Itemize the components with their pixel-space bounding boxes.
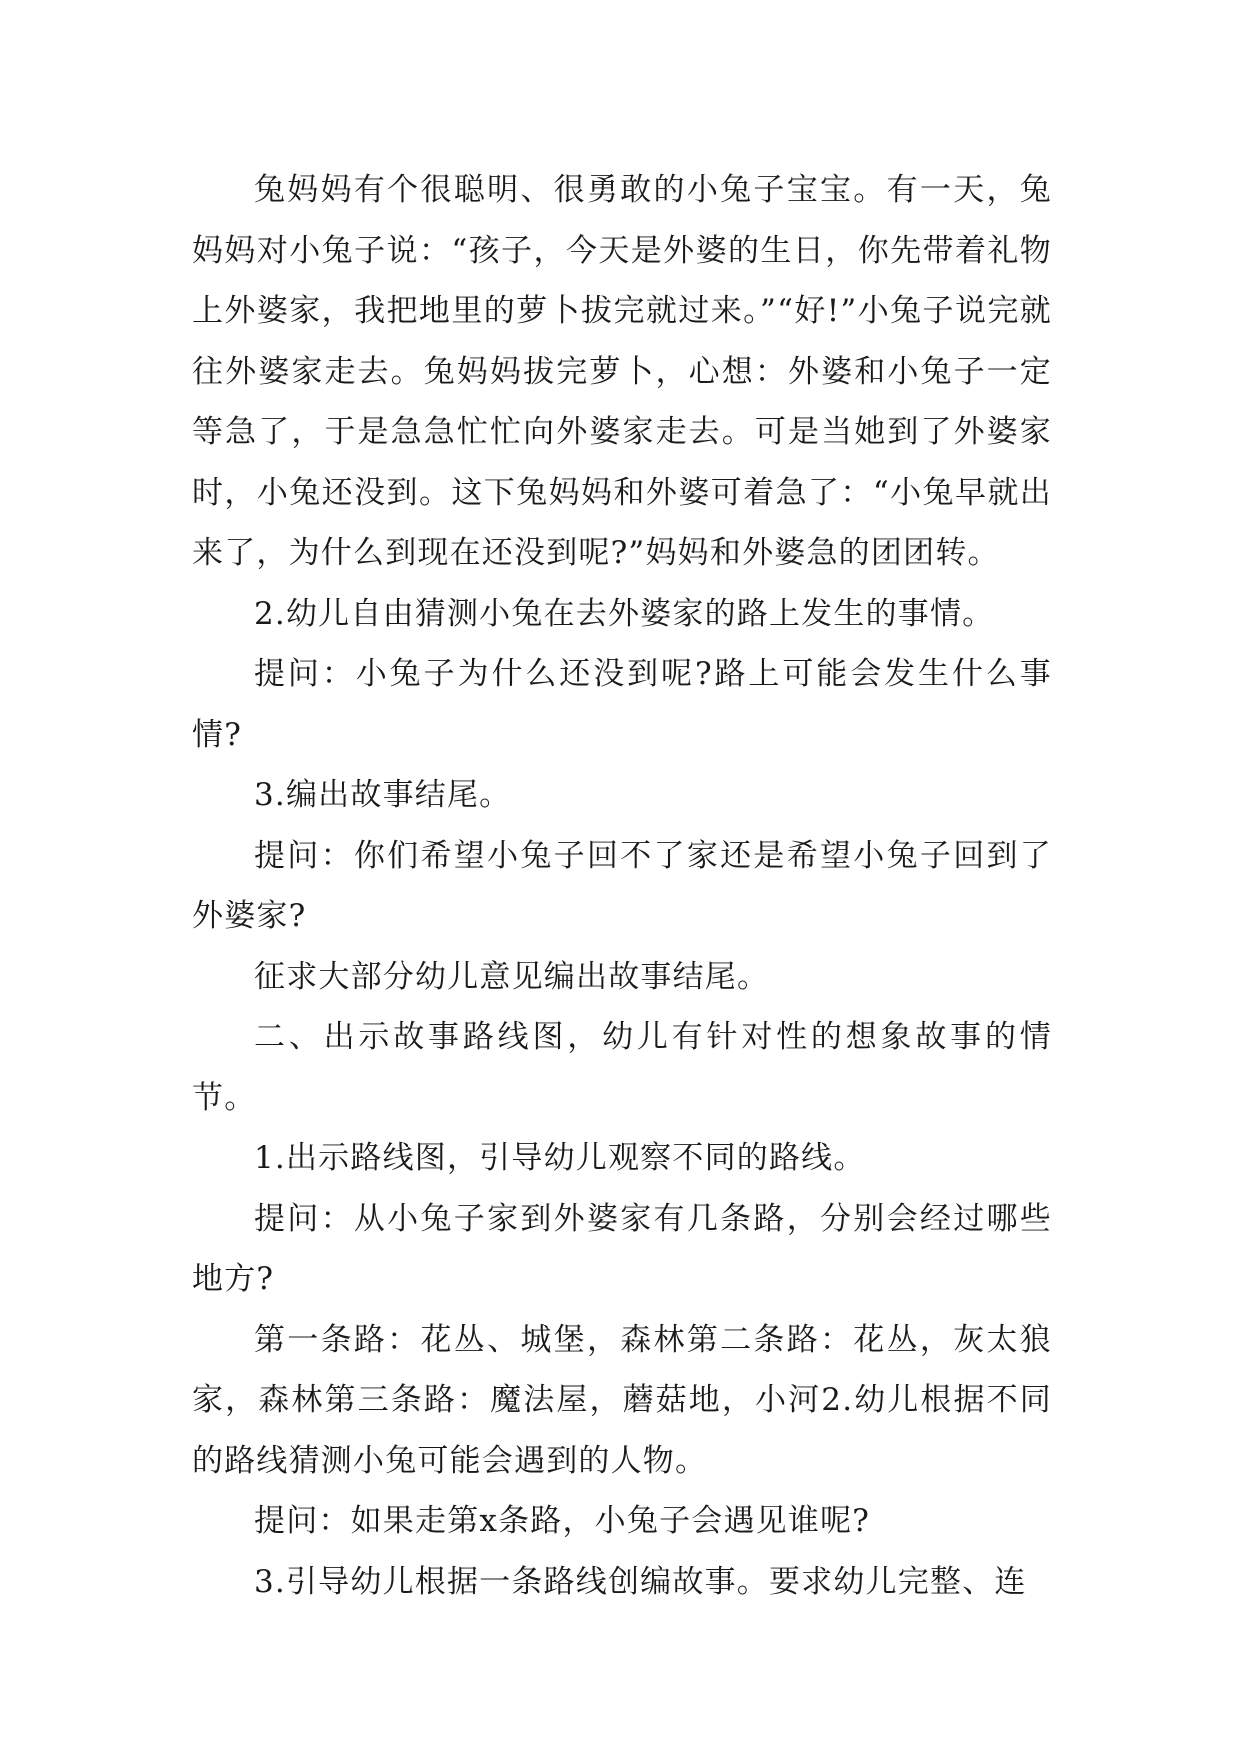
question-hope: 提问：你们希望小兔子回不了家还是希望小兔子回到了外婆家? xyxy=(192,837,1052,934)
route-list: 第一条路：花丛、城堡，森林第二条路：花丛，灰太狼家，森林第三条路：魔法屋，蘑菇地，小河2.幼儿根据不同的路线猜测小兔可能会遇到的人物。 xyxy=(192,1321,1052,1479)
step-create-story: 3.引导幼儿根据一条路线创编故事。要求幼儿完整、连 xyxy=(254,1563,1027,1600)
question-why-late: 提问：小兔子为什么还没到呢?路上可能会发生什么事情? xyxy=(192,656,1052,753)
question-routes: 提问：从小兔子家到外婆家有几条路，分别会经过哪些地方? xyxy=(192,1200,1052,1297)
story-paragraph: 兔妈妈有个很聪明、很勇敢的小兔子宝宝。有一天，兔妈妈对小兔子说：“孩子，今天是外婆的生日，你先带着礼物上外婆家，我把地里的萝卜拔完就过来。”“好!”小兔子说完就往外婆家走去。兔妈妈拔完萝卜，心想：外婆和小兔子一定等急了，于是急急忙忙向外婆家走去。可是当她到了外婆家时，小兔还没到。这下兔妈妈和外婆可着急了：“小兔早就出来了，为什么到现在还没到呢?”妈妈和外婆急的团团转。 xyxy=(192,172,1052,571)
document-page xyxy=(192,160,1052,1612)
step-story-ending: 3.编出故事结尾。 xyxy=(254,777,512,813)
section-route-map: 二、出示故事路线图，幼儿有针对性的想象故事的情节。 xyxy=(192,1019,1052,1116)
ending-opinion: 征求大部分幼儿意见编出故事结尾。 xyxy=(254,958,770,995)
question-meet: 提问：如果走第x条路，小兔子会遇见谁呢? xyxy=(254,1503,871,1539)
step-guess-events: 2.幼儿自由猜测小兔在去外婆家的路上发生的事情。 xyxy=(254,595,995,632)
step-show-map: 1.出示路线图，引导幼儿观察不同的路线。 xyxy=(254,1140,866,1176)
